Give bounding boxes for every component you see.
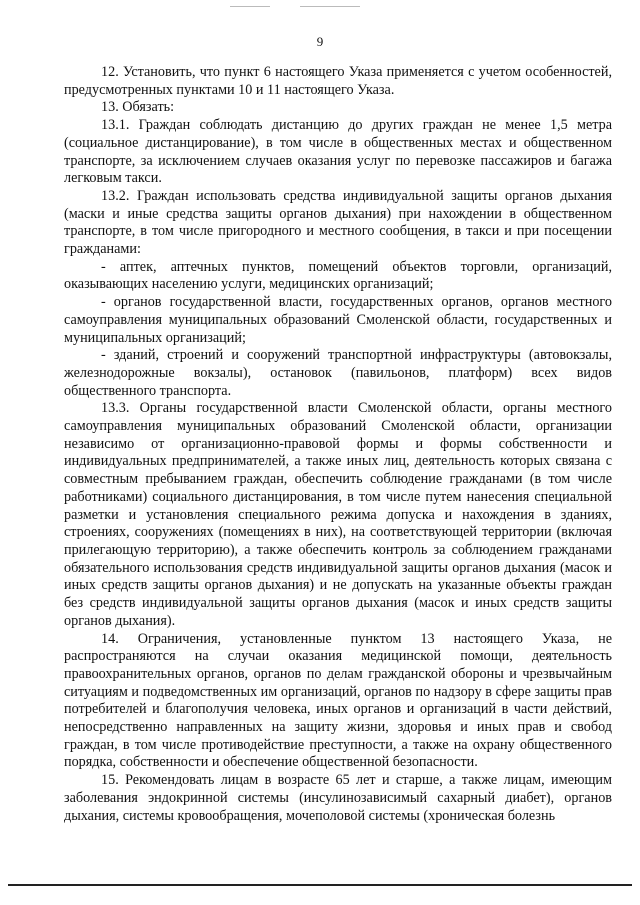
- scan-artifact: [230, 6, 270, 7]
- list-item-transport: - зданий, строений и сооружений транспортной инфраструктуры (автовокзалы, железнодорожные вокзалы), остановок (павильонов, платформ) всех видов общественного транспорта.: [64, 347, 612, 399]
- paragraph-13: 13. Обязать:: [101, 99, 175, 116]
- paragraph-12: 12. Установить, что пункт 6 настоящего Указа применяется с учетом особенностей, предусмотренных пунктами 10 и 11 настоящего Указа.: [64, 64, 612, 98]
- paragraph-15: 15. Рекомендовать лицам в возрасте 65 лет и старше, а также лицам, имеющим заболевания эндокринной системы (инсулинозависимый сахарный диабет), органов дыхания, системы кровообращения, мочеполовой системы (хроническая болезнь: [64, 772, 612, 824]
- page-number: 9: [316, 34, 324, 49]
- paragraph-13-3: 13.3. Органы государственной власти Смоленской области, органы местного самоуправления муниципальных образований Смоленской области, организации независимо от организационно-правовой формы и формы собственности и индивидуальных предпринимателей, а также иных лиц, деятельность которых связана с совместным пребыванием граждан, обеспечить соблюдение гражданами (в том числе работниками) социального дистанцирования, в том числе путем нанесения специальной разметки и установления специального режима допуска и нахождения в зданиях, строениях, сооружениях (помещениях в них), на соответствующей территории (включая прилегающую территорию), а также обеспечить контроль за соблюдением гражданами обязательного использования средств индивидуальной защиты органов дыхания (масок и иных средств защиты органов дыхания) и не допускать на указанные объекты граждан без средств индивидуальной защиты органов дыхания (масок и иных средств защиты органов дыхания).: [64, 400, 612, 629]
- paragraph-13-2: 13.2. Граждан использовать средства индивидуальной защиты органов дыхания (маски и иные средства защиты органов дыхания) при нахождении в общественном транспорте, в том числе пригородного и местного сообщения, в такси и при посещении гражданами:: [64, 187, 612, 258]
- document-body: [64, 64, 612, 825]
- paragraph-14: 14. Ограничения, установленные пунктом 13 настоящего Указа, не распространяются на случаи оказания медицинской помощи, деятельность правоохранительных органов, органов по делам гражданской обороны и чрезвычайным ситуациям и подведомственных им организаций, органов по надзору в сфере защиты прав потребителей и благополучия человека, иных органов и организаций в части действий, непосредственно направленных на защиту жизни, здоровья и иных прав и свобод граждан, в том числе противодействие преступности, а также на охрану общественного порядка, собственности и обеспечение общественной безопасности.: [64, 630, 612, 771]
- list-item-pharmacies: - аптек, аптечных пунктов, помещений объектов торговли, организаций, оказывающих населению услуги, медицинских организаций;: [64, 258, 612, 293]
- list-item-authorities: - органов государственной власти, государственных органов, органов местного самоуправления муниципальных образований Смоленской области, государственных и муниципальных организаций;: [64, 294, 612, 346]
- page-bottom-rule: [8, 884, 632, 886]
- paragraph-13-1: 13.1. Граждан соблюдать дистанцию до других граждан не менее 1,5 метра (социальное дистанцирование), в том числе в общественных местах и общественном транспорте, за исключением случаев оказания услуг по перевозке пассажиров и багажа легковым такси.: [64, 117, 612, 187]
- scan-artifact: [300, 6, 360, 7]
